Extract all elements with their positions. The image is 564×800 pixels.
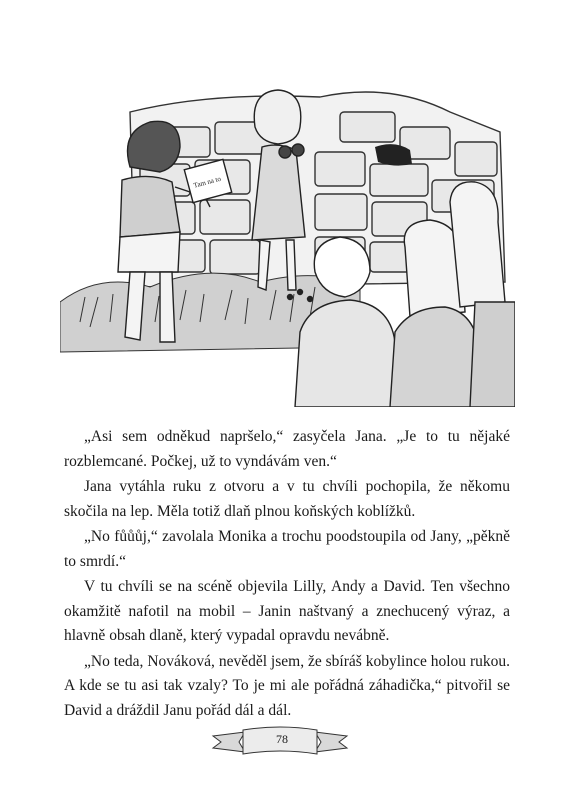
paragraph-1: „Asi sem odněkud napršelo,“ zasyčela Jana. „Je to tu nějaké rozblemcané. Počkej, už to vyndávám ven.“ [64, 428, 510, 470]
children-at-wall-illustration-icon [60, 72, 515, 407]
story-text [64, 425, 510, 724]
paragraph-3: „No fůůůj,“ zavolala Monika a trochu poodstoupila od Jany, „pěkně to smrdí.“ [64, 528, 510, 570]
paragraph-2: Jana vytáhla ruku z otvoru a v tu chvíli pochopila, že někomu skočila na lep. Měla totiž dlaň plnou koňských koblížků. [64, 478, 510, 520]
illustration [60, 72, 515, 407]
page-number: 78 [276, 732, 288, 746]
sign-text: Tam na to [192, 174, 222, 190]
paragraph-5: „No teda, Nováková, nevěděl jsem, že sbíráš kobylince holou rukou. A kde se tu asi tak vzaly? To je mi ale pořádná záhadička,“ pitvořil se David a dráždil Janu pořád dál a dál. [64, 652, 510, 719]
paragraph-4: V tu chvíli se na scéně objevila Lilly, Andy a David. Ten všechno okamžitě nafotil na mobil – Janin naštvaný a znechucený výraz, a hlavně obsah dlaně, který vypadal opravdu nevábně. [64, 578, 510, 644]
